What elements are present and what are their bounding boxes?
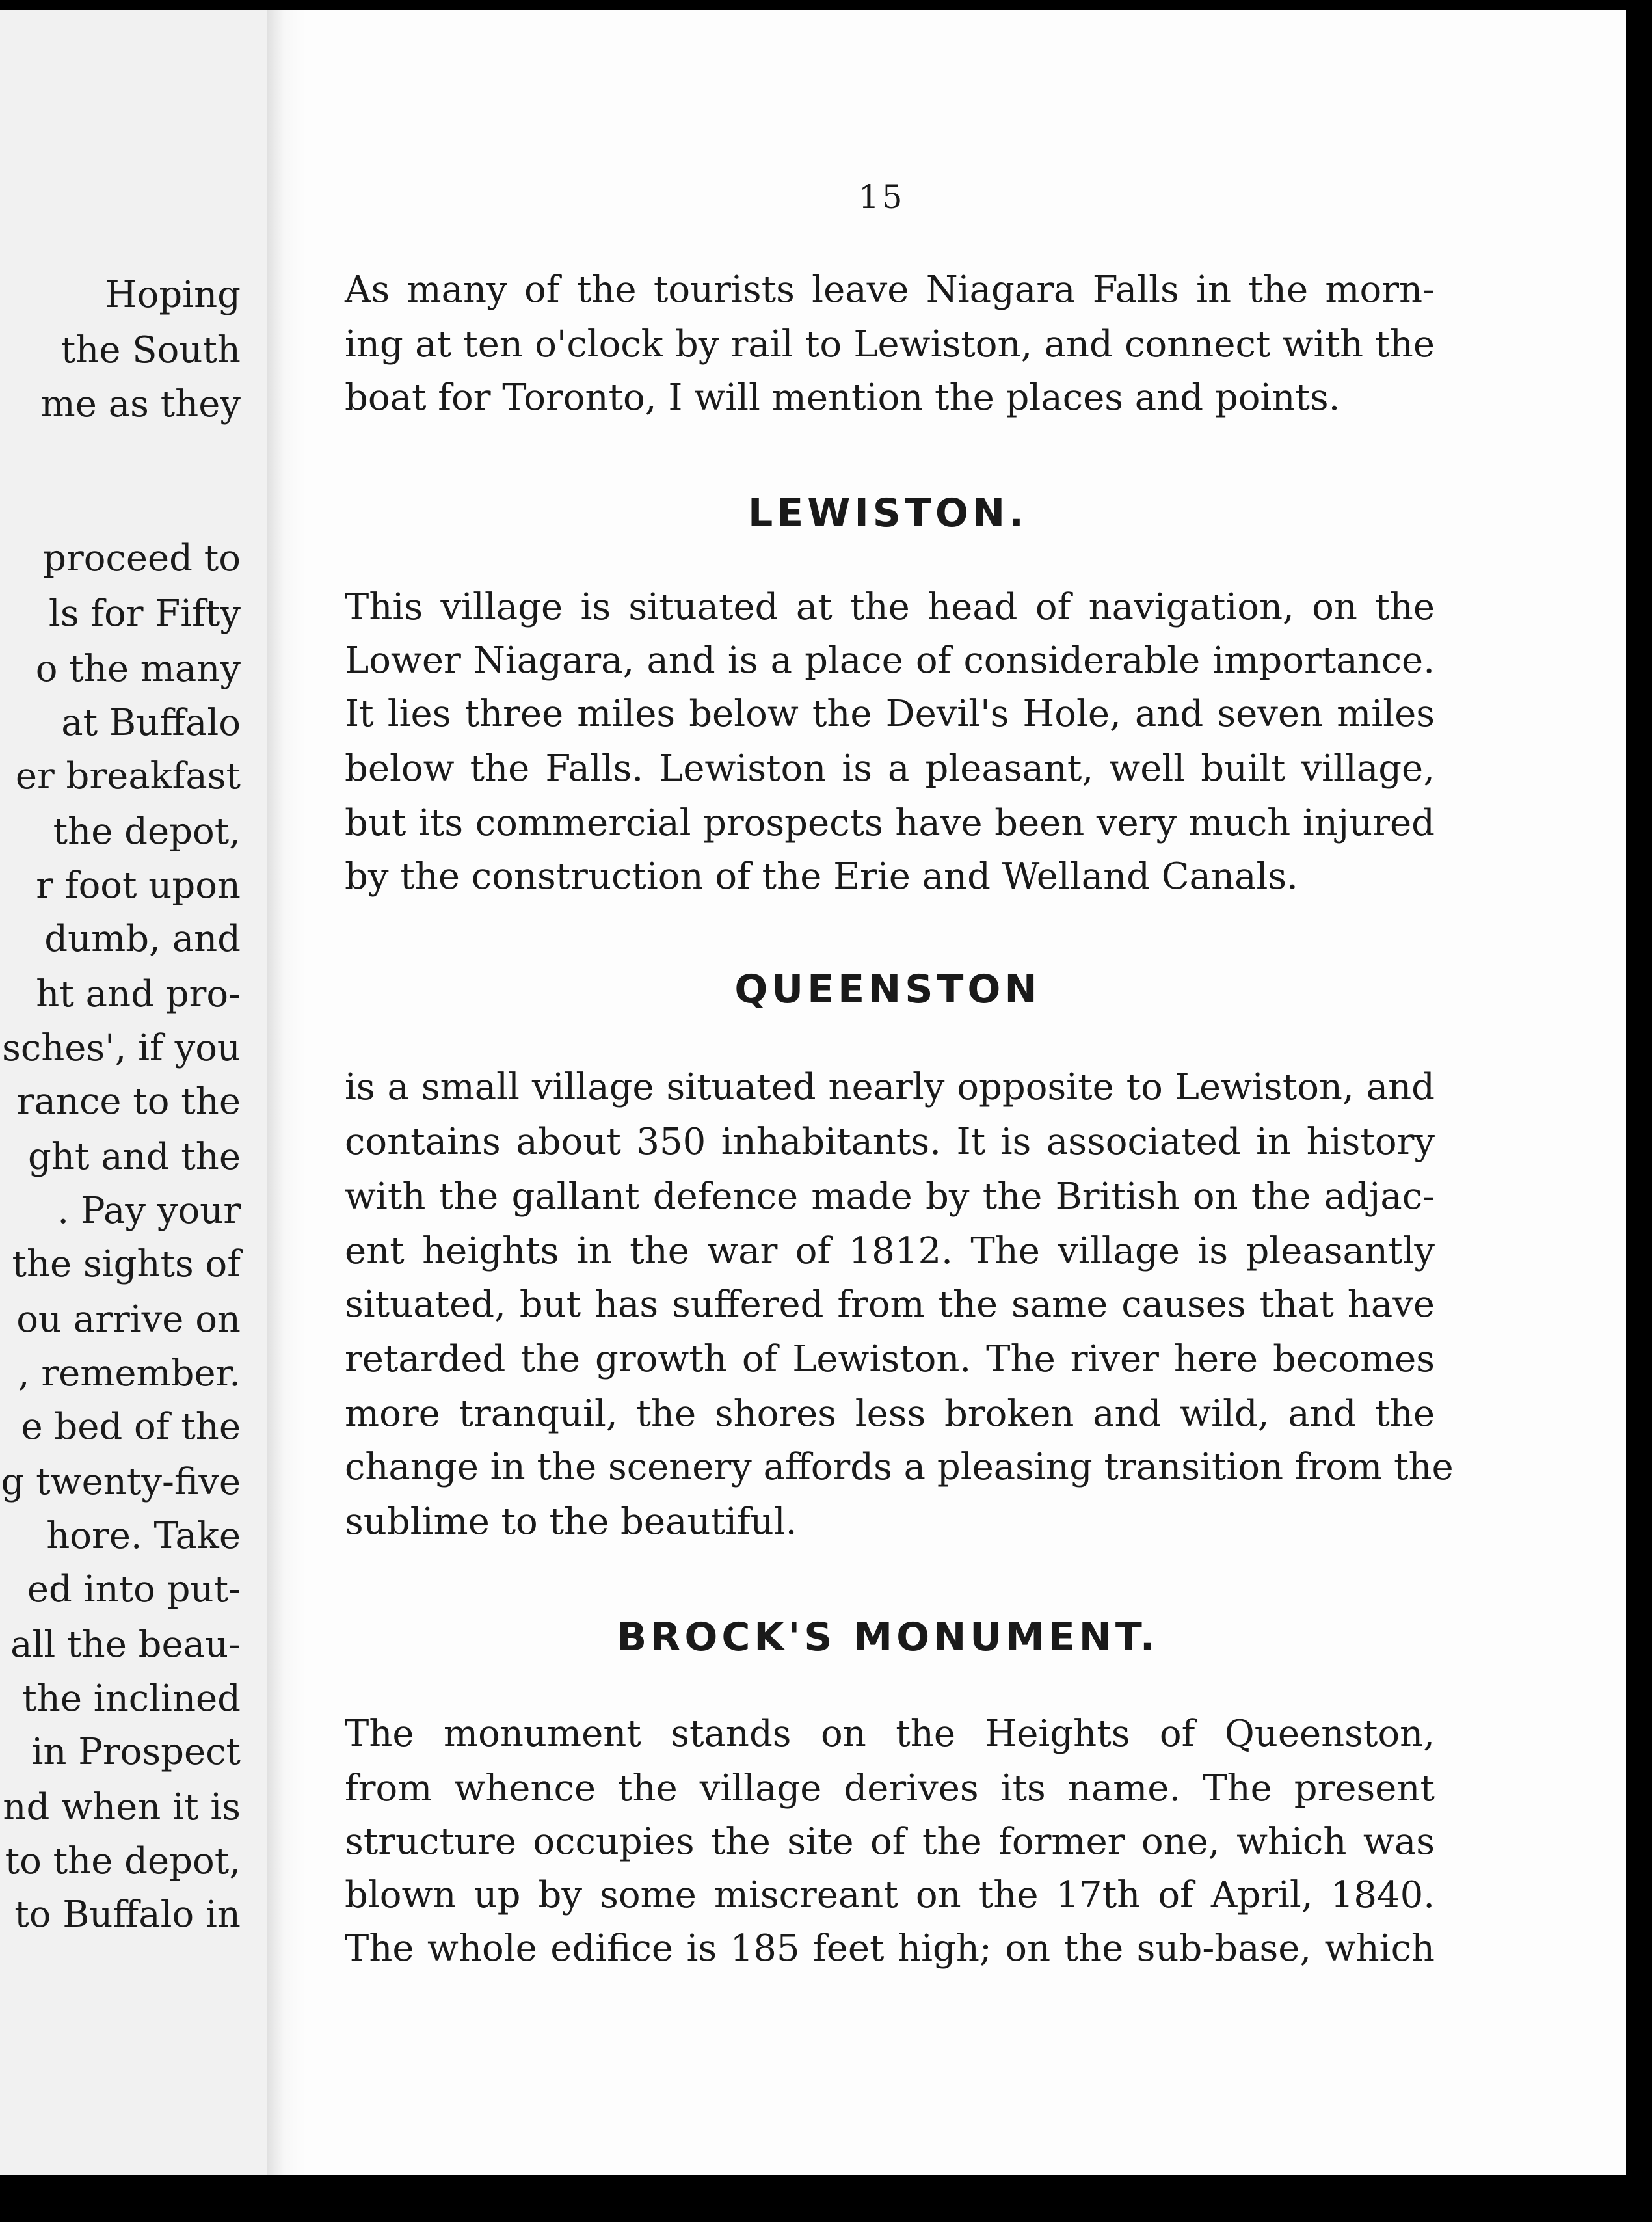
right-page bbox=[306, 10, 1626, 2175]
lewiston-line: below the Falls. Lewiston is a pleasant, well built village, bbox=[345, 747, 1435, 790]
left-page-line: the South bbox=[60, 329, 241, 371]
left-page-line: in Prospect bbox=[31, 1731, 241, 1773]
left-page-line: nd when it is bbox=[3, 1786, 241, 1828]
left-page-line: the depot, bbox=[53, 810, 241, 853]
left-page-line: at Buffalo bbox=[61, 702, 241, 744]
left-page-fragment bbox=[0, 10, 280, 2175]
left-page-line: sches', if you bbox=[2, 1027, 241, 1069]
left-page-line: e bed of the bbox=[21, 1406, 241, 1448]
left-page-line: Hoping bbox=[105, 274, 241, 316]
left-page-line: proceed to bbox=[43, 537, 241, 580]
monument-line: from whence the village derives its name. The present bbox=[345, 1767, 1435, 1810]
monument-line: The whole edifice is 185 feet high; on the sub-base, which bbox=[345, 1927, 1435, 1970]
queenston-line: retarded the growth of Lewiston. The river here becomes bbox=[345, 1338, 1435, 1380]
left-page-line: dumb, and bbox=[44, 918, 241, 960]
left-page-line: to the depot, bbox=[5, 1840, 241, 1882]
left-page-line: er breakfast bbox=[15, 755, 241, 797]
section-heading-queenston: QUEENSTON bbox=[734, 967, 1041, 1012]
left-page-line: . Pay your bbox=[57, 1190, 241, 1232]
lewiston-line: Lower Niagara, and is a place of considerable importance. bbox=[345, 639, 1435, 682]
intro-line: ing at ten o'clock by rail to Lewiston, and connect with the bbox=[345, 323, 1435, 366]
book-gutter bbox=[267, 10, 306, 2175]
intro-line: As many of the tourists leave Niagara Falls in the morn- bbox=[345, 269, 1435, 311]
left-page-line: the sights of bbox=[12, 1243, 241, 1285]
left-page-line: ls for Fifty bbox=[48, 593, 241, 635]
queenston-line: ent heights in the war of 1812. The village is pleasantly bbox=[345, 1230, 1435, 1272]
monument-line: The monument stands on the Heights of Queenston, bbox=[345, 1713, 1435, 1755]
queenston-line: situated, but has suffered from the same causes that have bbox=[345, 1283, 1435, 1326]
left-page-line: to Buffalo in bbox=[14, 1894, 241, 1936]
left-page-line: ght and the bbox=[27, 1136, 241, 1178]
monument-line: structure occupies the site of the former one, which was bbox=[345, 1821, 1435, 1863]
section-heading-lewiston: LEWISTON. bbox=[748, 490, 1028, 536]
lewiston-line: by the construction of the Erie and Welland Canals. bbox=[345, 855, 1298, 898]
queenston-line: change in the scenery affords a pleasing transition from the bbox=[345, 1446, 1454, 1488]
intro-line: boat for Toronto, I will mention the places and points. bbox=[345, 377, 1340, 419]
lewiston-line: but its commercial prospects have been very much injured bbox=[345, 802, 1435, 844]
left-page-line: r foot upon bbox=[36, 864, 241, 907]
queenston-line: sublime to the beautiful. bbox=[345, 1501, 797, 1543]
left-page-line: rance to the bbox=[16, 1080, 241, 1123]
left-page-line: ed into put- bbox=[27, 1568, 241, 1611]
monument-line: blown up by some miscreant on the 17th of April, 1840. bbox=[345, 1874, 1435, 1916]
left-page-line: o the many bbox=[35, 648, 241, 690]
left-page-line: all the beau- bbox=[10, 1624, 241, 1666]
queenston-line: more tranquil, the shores less broken and wild, and the bbox=[345, 1393, 1435, 1435]
page-number: 15 bbox=[859, 178, 905, 216]
lewiston-line: This village is situated at the head of navigation, on the bbox=[345, 586, 1435, 628]
left-page-line: me as they bbox=[40, 383, 241, 425]
left-page-line: , remember. bbox=[18, 1352, 241, 1395]
left-page-line: ht and pro- bbox=[36, 973, 241, 1015]
queenston-line: with the gallant defence made by the British on the adjac- bbox=[345, 1175, 1435, 1218]
queenston-line: contains about 350 inhabitants. It is associated in history bbox=[345, 1121, 1435, 1163]
lewiston-line: It lies three miles below the Devil's Hole, and seven miles bbox=[345, 693, 1435, 735]
section-heading-brocks-monument: BROCK'S MONUMENT. bbox=[617, 1614, 1159, 1660]
queenston-line: is a small village situated nearly opposite to Lewiston, and bbox=[345, 1066, 1435, 1108]
left-page-line: the inclined bbox=[22, 1678, 241, 1720]
left-page-line: ou arrive on bbox=[16, 1298, 241, 1341]
left-page-line: g twenty-five bbox=[1, 1461, 241, 1503]
left-page-line: hore. Take bbox=[46, 1515, 241, 1557]
